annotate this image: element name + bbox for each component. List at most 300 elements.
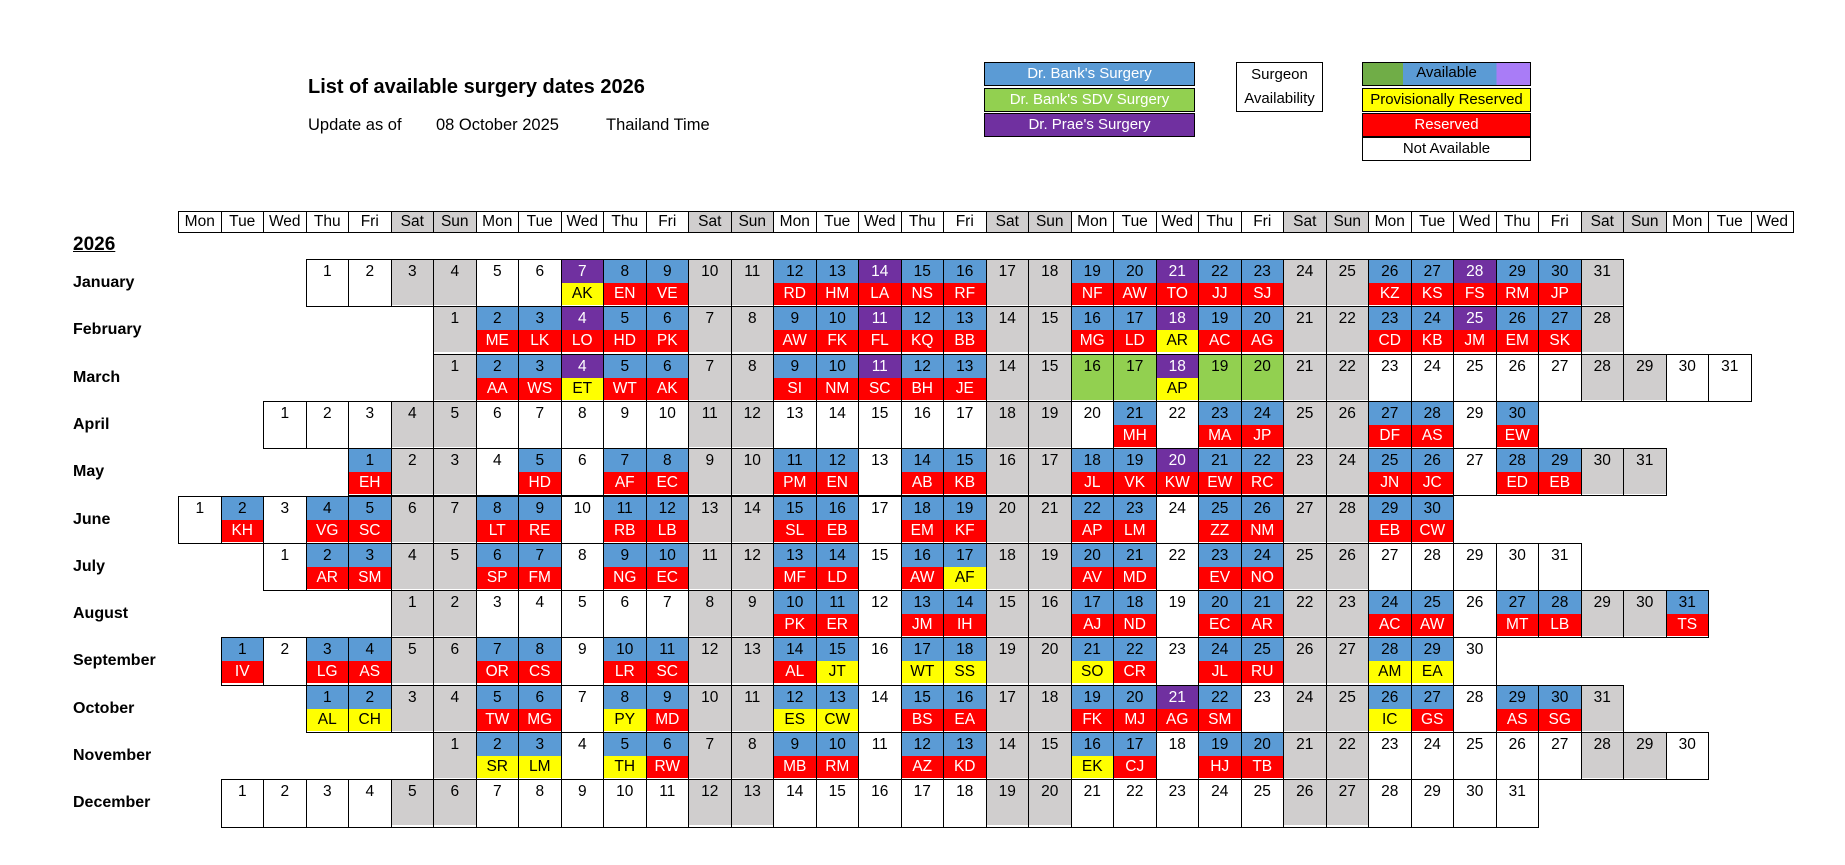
day-cell[interactable]: [603, 543, 647, 591]
day-cell[interactable]: [1198, 448, 1242, 496]
day-cell[interactable]: [1198, 732, 1242, 780]
day-cell[interactable]: [731, 685, 775, 733]
day-cell[interactable]: [1198, 401, 1242, 449]
day-cell[interactable]: [1496, 590, 1540, 638]
day-cell[interactable]: [603, 685, 647, 733]
day-cell[interactable]: [1071, 306, 1115, 354]
day-cell[interactable]: [858, 590, 902, 638]
day-cell[interactable]: [603, 590, 647, 638]
day-cell[interactable]: [518, 401, 562, 449]
day-cell[interactable]: [1623, 354, 1667, 402]
day-cell[interactable]: [1496, 448, 1540, 496]
day-cell[interactable]: [561, 401, 605, 449]
day-cell[interactable]: [476, 306, 520, 354]
day-cell[interactable]: [1368, 496, 1412, 544]
day-cell[interactable]: [646, 401, 690, 449]
day-cell[interactable]: [731, 259, 775, 307]
day-cell[interactable]: [858, 685, 902, 733]
day-cell[interactable]: [1156, 448, 1200, 496]
day-cell[interactable]: [773, 306, 817, 354]
day-cell[interactable]: [391, 685, 435, 733]
day-cell[interactable]: [306, 496, 350, 544]
day-cell[interactable]: [518, 685, 562, 733]
day-cell[interactable]: [858, 496, 902, 544]
day-cell[interactable]: [646, 306, 690, 354]
day-cell[interactable]: [1198, 306, 1242, 354]
day-cell[interactable]: [433, 590, 477, 638]
day-cell[interactable]: [1496, 543, 1540, 591]
day-cell[interactable]: [773, 259, 817, 307]
day-cell[interactable]: [348, 496, 392, 544]
day-cell[interactable]: [646, 685, 690, 733]
day-cell[interactable]: [391, 496, 435, 544]
day-cell[interactable]: [773, 779, 817, 827]
day-cell[interactable]: [433, 448, 477, 496]
day-cell[interactable]: [433, 306, 477, 354]
day-cell[interactable]: [901, 496, 945, 544]
day-cell[interactable]: [1283, 637, 1327, 685]
day-cell[interactable]: [901, 448, 945, 496]
day-cell[interactable]: [1156, 685, 1200, 733]
day-cell[interactable]: [263, 637, 307, 685]
day-cell[interactable]: [1453, 685, 1497, 733]
day-cell[interactable]: [1581, 259, 1625, 307]
day-cell[interactable]: [943, 259, 987, 307]
day-cell[interactable]: [1198, 779, 1242, 827]
day-cell[interactable]: [943, 306, 987, 354]
day-cell[interactable]: [731, 543, 775, 591]
day-cell[interactable]: [1326, 448, 1370, 496]
day-cell[interactable]: [1283, 496, 1327, 544]
day-cell[interactable]: [348, 543, 392, 591]
day-cell[interactable]: [518, 637, 562, 685]
day-cell[interactable]: [306, 259, 350, 307]
day-cell[interactable]: [476, 590, 520, 638]
day-cell[interactable]: [561, 306, 605, 354]
day-cell[interactable]: [901, 401, 945, 449]
day-cell[interactable]: [773, 732, 817, 780]
day-cell[interactable]: [1326, 779, 1370, 827]
day-cell[interactable]: [518, 543, 562, 591]
day-cell[interactable]: [943, 354, 987, 402]
day-cell[interactable]: [858, 543, 902, 591]
day-cell[interactable]: [1581, 685, 1625, 733]
day-cell[interactable]: [901, 685, 945, 733]
day-cell[interactable]: [1666, 732, 1710, 780]
day-cell[interactable]: [1241, 259, 1285, 307]
day-cell[interactable]: [986, 259, 1030, 307]
day-cell[interactable]: [1283, 401, 1327, 449]
day-cell[interactable]: [1368, 685, 1412, 733]
day-cell[interactable]: [986, 496, 1030, 544]
day-cell[interactable]: [901, 779, 945, 827]
day-cell[interactable]: [688, 685, 732, 733]
day-cell[interactable]: [348, 685, 392, 733]
day-cell[interactable]: [858, 779, 902, 827]
day-cell[interactable]: [901, 543, 945, 591]
day-cell[interactable]: [986, 401, 1030, 449]
day-cell[interactable]: [688, 448, 732, 496]
day-cell[interactable]: [816, 590, 860, 638]
day-cell[interactable]: [1241, 543, 1285, 591]
day-cell[interactable]: [1156, 401, 1200, 449]
day-cell[interactable]: [1156, 354, 1200, 402]
day-cell[interactable]: [943, 543, 987, 591]
day-cell[interactable]: [1241, 496, 1285, 544]
day-cell[interactable]: [1241, 354, 1285, 402]
day-cell[interactable]: [773, 496, 817, 544]
day-cell[interactable]: [646, 779, 690, 827]
day-cell[interactable]: [1368, 354, 1412, 402]
day-cell[interactable]: [688, 401, 732, 449]
day-cell[interactable]: [986, 448, 1030, 496]
day-cell[interactable]: [603, 448, 647, 496]
day-cell[interactable]: [348, 401, 392, 449]
day-cell[interactable]: [561, 590, 605, 638]
day-cell[interactable]: [1411, 401, 1455, 449]
day-cell[interactable]: [1283, 259, 1327, 307]
day-cell[interactable]: [391, 779, 435, 827]
day-cell[interactable]: [476, 354, 520, 402]
day-cell[interactable]: [1198, 685, 1242, 733]
day-cell[interactable]: [1453, 259, 1497, 307]
day-cell[interactable]: [1113, 354, 1157, 402]
day-cell[interactable]: [1198, 543, 1242, 591]
day-cell[interactable]: [433, 354, 477, 402]
day-cell[interactable]: [646, 354, 690, 402]
day-cell[interactable]: [646, 590, 690, 638]
day-cell[interactable]: [858, 354, 902, 402]
day-cell[interactable]: [1198, 637, 1242, 685]
day-cell[interactable]: [476, 779, 520, 827]
day-cell[interactable]: [603, 496, 647, 544]
day-cell[interactable]: [1538, 732, 1582, 780]
day-cell[interactable]: [1156, 259, 1200, 307]
day-cell[interactable]: [1241, 779, 1285, 827]
day-cell[interactable]: [1198, 259, 1242, 307]
day-cell[interactable]: [476, 685, 520, 733]
day-cell[interactable]: [1283, 685, 1327, 733]
day-cell[interactable]: [476, 259, 520, 307]
day-cell[interactable]: [433, 401, 477, 449]
day-cell[interactable]: [561, 732, 605, 780]
day-cell[interactable]: [1198, 354, 1242, 402]
day-cell[interactable]: [1283, 732, 1327, 780]
day-cell[interactable]: [603, 732, 647, 780]
day-cell[interactable]: [646, 259, 690, 307]
day-cell[interactable]: [1113, 259, 1157, 307]
day-cell[interactable]: [688, 590, 732, 638]
day-cell[interactable]: [1071, 732, 1115, 780]
day-cell[interactable]: [1496, 685, 1540, 733]
day-cell[interactable]: [603, 259, 647, 307]
day-cell[interactable]: [858, 259, 902, 307]
day-cell[interactable]: [688, 306, 732, 354]
day-cell[interactable]: [1368, 448, 1412, 496]
day-cell[interactable]: [731, 306, 775, 354]
day-cell[interactable]: [221, 637, 265, 685]
day-cell[interactable]: [561, 685, 605, 733]
day-cell[interactable]: [476, 543, 520, 591]
day-cell[interactable]: [433, 637, 477, 685]
day-cell[interactable]: [1411, 732, 1455, 780]
day-cell[interactable]: [1453, 354, 1497, 402]
day-cell[interactable]: [731, 590, 775, 638]
day-cell[interactable]: [1411, 354, 1455, 402]
day-cell[interactable]: [901, 590, 945, 638]
day-cell[interactable]: [348, 259, 392, 307]
day-cell[interactable]: [646, 637, 690, 685]
day-cell[interactable]: [221, 779, 265, 827]
day-cell[interactable]: [1453, 732, 1497, 780]
day-cell[interactable]: [178, 496, 222, 544]
day-cell[interactable]: [1326, 637, 1370, 685]
day-cell[interactable]: [1538, 354, 1582, 402]
day-cell[interactable]: [1156, 779, 1200, 827]
day-cell[interactable]: [476, 401, 520, 449]
day-cell[interactable]: [1326, 259, 1370, 307]
day-cell[interactable]: [391, 259, 435, 307]
day-cell[interactable]: [1028, 259, 1072, 307]
day-cell[interactable]: [391, 401, 435, 449]
day-cell[interactable]: [518, 259, 562, 307]
day-cell[interactable]: [816, 401, 860, 449]
day-cell[interactable]: [901, 259, 945, 307]
day-cell[interactable]: [1411, 496, 1455, 544]
day-cell[interactable]: [306, 779, 350, 827]
day-cell[interactable]: [603, 306, 647, 354]
day-cell[interactable]: [561, 779, 605, 827]
day-cell[interactable]: [1113, 779, 1157, 827]
day-cell[interactable]: [858, 448, 902, 496]
day-cell[interactable]: [816, 685, 860, 733]
day-cell[interactable]: [858, 732, 902, 780]
day-cell[interactable]: [1368, 259, 1412, 307]
day-cell[interactable]: [1241, 306, 1285, 354]
day-cell[interactable]: [1028, 543, 1072, 591]
day-cell[interactable]: [1113, 306, 1157, 354]
day-cell[interactable]: [858, 401, 902, 449]
day-cell[interactable]: [476, 448, 520, 496]
day-cell[interactable]: [1411, 779, 1455, 827]
day-cell[interactable]: [433, 779, 477, 827]
day-cell[interactable]: [1411, 543, 1455, 591]
day-cell[interactable]: [391, 448, 435, 496]
day-cell[interactable]: [688, 779, 732, 827]
day-cell[interactable]: [1283, 306, 1327, 354]
day-cell[interactable]: [603, 637, 647, 685]
day-cell[interactable]: [646, 543, 690, 591]
day-cell[interactable]: [1113, 543, 1157, 591]
day-cell[interactable]: [1156, 306, 1200, 354]
day-cell[interactable]: [561, 637, 605, 685]
day-cell[interactable]: [1028, 732, 1072, 780]
day-cell[interactable]: [986, 779, 1030, 827]
day-cell[interactable]: [1538, 543, 1582, 591]
day-cell[interactable]: [433, 685, 477, 733]
day-cell[interactable]: [1071, 779, 1115, 827]
day-cell[interactable]: [1581, 590, 1625, 638]
day-cell[interactable]: [603, 779, 647, 827]
day-cell[interactable]: [1368, 401, 1412, 449]
day-cell[interactable]: [1198, 496, 1242, 544]
day-cell[interactable]: [986, 685, 1030, 733]
day-cell[interactable]: [1326, 496, 1370, 544]
day-cell[interactable]: [1368, 779, 1412, 827]
day-cell[interactable]: [433, 259, 477, 307]
day-cell[interactable]: [1666, 354, 1710, 402]
day-cell[interactable]: [1326, 354, 1370, 402]
day-cell[interactable]: [1283, 543, 1327, 591]
day-cell[interactable]: [1326, 306, 1370, 354]
day-cell[interactable]: [1496, 306, 1540, 354]
day-cell[interactable]: [1411, 306, 1455, 354]
day-cell[interactable]: [773, 543, 817, 591]
day-cell[interactable]: [1368, 543, 1412, 591]
day-cell[interactable]: [518, 590, 562, 638]
day-cell[interactable]: [1411, 637, 1455, 685]
day-cell[interactable]: [731, 496, 775, 544]
day-cell[interactable]: [688, 259, 732, 307]
day-cell[interactable]: [1241, 590, 1285, 638]
day-cell[interactable]: [518, 496, 562, 544]
day-cell[interactable]: [1326, 732, 1370, 780]
day-cell[interactable]: [1326, 401, 1370, 449]
day-cell[interactable]: [1623, 448, 1667, 496]
day-cell[interactable]: [1028, 306, 1072, 354]
day-cell[interactable]: [943, 401, 987, 449]
day-cell[interactable]: [646, 448, 690, 496]
day-cell[interactable]: [816, 259, 860, 307]
day-cell[interactable]: [1581, 448, 1625, 496]
day-cell[interactable]: [773, 637, 817, 685]
day-cell[interactable]: [1113, 590, 1157, 638]
day-cell[interactable]: [731, 779, 775, 827]
day-cell[interactable]: [1496, 732, 1540, 780]
day-cell[interactable]: [1411, 259, 1455, 307]
day-cell[interactable]: [901, 354, 945, 402]
day-cell[interactable]: [433, 732, 477, 780]
day-cell[interactable]: [391, 637, 435, 685]
day-cell[interactable]: [646, 496, 690, 544]
day-cell[interactable]: [1156, 543, 1200, 591]
day-cell[interactable]: [561, 259, 605, 307]
day-cell[interactable]: [943, 637, 987, 685]
day-cell[interactable]: [688, 732, 732, 780]
day-cell[interactable]: [1113, 448, 1157, 496]
day-cell[interactable]: [518, 354, 562, 402]
day-cell[interactable]: [1368, 637, 1412, 685]
day-cell[interactable]: [1623, 590, 1667, 638]
day-cell[interactable]: [1156, 590, 1200, 638]
day-cell[interactable]: [688, 543, 732, 591]
day-cell[interactable]: [943, 779, 987, 827]
day-cell[interactable]: [1113, 685, 1157, 733]
day-cell[interactable]: [1453, 543, 1497, 591]
day-cell[interactable]: [348, 779, 392, 827]
day-cell[interactable]: [561, 496, 605, 544]
day-cell[interactable]: [773, 354, 817, 402]
day-cell[interactable]: [1028, 496, 1072, 544]
day-cell[interactable]: [1028, 590, 1072, 638]
day-cell[interactable]: [773, 401, 817, 449]
day-cell[interactable]: [1538, 685, 1582, 733]
day-cell[interactable]: [858, 306, 902, 354]
day-cell[interactable]: [1453, 448, 1497, 496]
day-cell[interactable]: [943, 496, 987, 544]
day-cell[interactable]: [1708, 354, 1752, 402]
day-cell[interactable]: [1071, 590, 1115, 638]
day-cell[interactable]: [986, 732, 1030, 780]
day-cell[interactable]: [731, 732, 775, 780]
day-cell[interactable]: [1028, 401, 1072, 449]
day-cell[interactable]: [816, 637, 860, 685]
day-cell[interactable]: [688, 637, 732, 685]
day-cell[interactable]: [1411, 685, 1455, 733]
day-cell[interactable]: [1283, 448, 1327, 496]
day-cell[interactable]: [986, 637, 1030, 685]
day-cell[interactable]: [1113, 496, 1157, 544]
day-cell[interactable]: [518, 448, 562, 496]
day-cell[interactable]: [1538, 259, 1582, 307]
day-cell[interactable]: [306, 637, 350, 685]
day-cell[interactable]: [1071, 637, 1115, 685]
day-cell[interactable]: [901, 637, 945, 685]
day-cell[interactable]: [1028, 637, 1072, 685]
day-cell[interactable]: [1283, 779, 1327, 827]
day-cell[interactable]: [306, 401, 350, 449]
day-cell[interactable]: [348, 448, 392, 496]
day-cell[interactable]: [1241, 448, 1285, 496]
day-cell[interactable]: [518, 306, 562, 354]
day-cell[interactable]: [773, 448, 817, 496]
day-cell[interactable]: [1368, 306, 1412, 354]
day-cell[interactable]: [433, 543, 477, 591]
day-cell[interactable]: [1496, 259, 1540, 307]
day-cell[interactable]: [1241, 685, 1285, 733]
day-cell[interactable]: [1071, 448, 1115, 496]
day-cell[interactable]: [1156, 637, 1200, 685]
day-cell[interactable]: [1538, 448, 1582, 496]
day-cell[interactable]: [1368, 732, 1412, 780]
day-cell[interactable]: [901, 732, 945, 780]
day-cell[interactable]: [1113, 637, 1157, 685]
day-cell[interactable]: [1453, 779, 1497, 827]
day-cell[interactable]: [1326, 685, 1370, 733]
day-cell[interactable]: [1028, 354, 1072, 402]
day-cell[interactable]: [1538, 590, 1582, 638]
day-cell[interactable]: [1326, 543, 1370, 591]
day-cell[interactable]: [1581, 732, 1625, 780]
day-cell[interactable]: [901, 306, 945, 354]
day-cell[interactable]: [1028, 779, 1072, 827]
day-cell[interactable]: [1071, 496, 1115, 544]
day-cell[interactable]: [1623, 732, 1667, 780]
day-cell[interactable]: [816, 732, 860, 780]
day-cell[interactable]: [561, 354, 605, 402]
day-cell[interactable]: [1453, 401, 1497, 449]
day-cell[interactable]: [731, 448, 775, 496]
day-cell[interactable]: [1283, 354, 1327, 402]
day-cell[interactable]: [986, 354, 1030, 402]
day-cell[interactable]: [518, 732, 562, 780]
day-cell[interactable]: [1496, 779, 1540, 827]
day-cell[interactable]: [1113, 732, 1157, 780]
day-cell[interactable]: [1028, 685, 1072, 733]
day-cell[interactable]: [1198, 590, 1242, 638]
day-cell[interactable]: [943, 685, 987, 733]
day-cell[interactable]: [1496, 401, 1540, 449]
